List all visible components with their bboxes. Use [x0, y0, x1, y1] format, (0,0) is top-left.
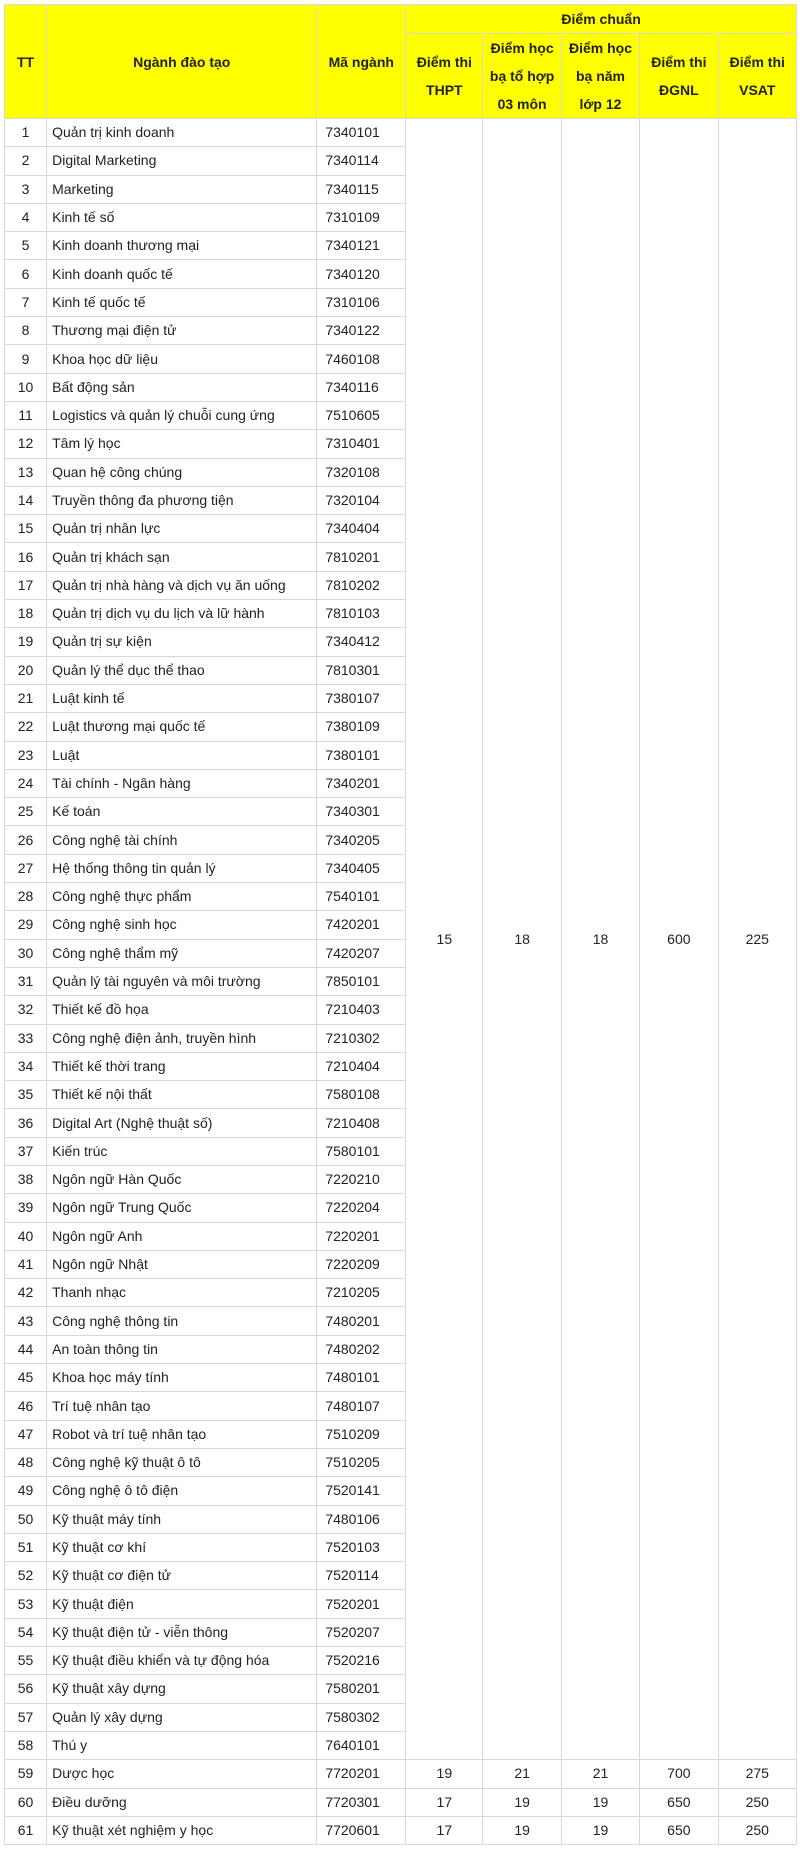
row-major-code: 7220201: [317, 1222, 406, 1250]
row-tt: 55: [5, 1647, 47, 1675]
row-tt: 13: [5, 458, 47, 486]
row-major-name: Kỹ thuật điều khiển và tự động hóa: [47, 1647, 317, 1675]
row-major-name: Kinh tế quốc tế: [47, 288, 317, 316]
row-tt: 23: [5, 741, 47, 769]
row-major-code: 7520216: [317, 1647, 406, 1675]
row-major-code: 7810301: [317, 656, 406, 684]
table-body: [5, 119, 797, 1845]
row-major-code: 7420201: [317, 911, 406, 939]
row-major-name: Thương mại điện tử: [47, 317, 317, 345]
row-major-name: Quản trị dịch vụ du lịch và lữ hành: [47, 600, 317, 628]
header-hocba12-line1: Điểm học: [568, 40, 632, 56]
row-major-code: 7580302: [317, 1703, 406, 1731]
row-major-code: 7580201: [317, 1675, 406, 1703]
row-major-name: Logistics và quản lý chuỗi cung ứng: [47, 401, 317, 429]
row-major-name: Quản lý tài nguyên và môi trường: [47, 967, 317, 995]
row-major-code: 7220204: [317, 1194, 406, 1222]
row-tt: 46: [5, 1392, 47, 1420]
row-major-name: Ngôn ngữ Nhật: [47, 1250, 317, 1278]
row-major-code: 7480101: [317, 1364, 406, 1392]
row-tt: 41: [5, 1250, 47, 1278]
row-major-name: Quản trị khách sạn: [47, 543, 317, 571]
row-major-name: Kỹ thuật cơ điện tử: [47, 1562, 317, 1590]
row-tt: 1: [5, 119, 47, 147]
row-major-name: Thiết kế nội thất: [47, 1081, 317, 1109]
row-tt: 29: [5, 911, 47, 939]
header-hocba3-line3: 03 môn: [497, 96, 547, 112]
row-tt: 51: [5, 1533, 47, 1561]
row-major-code: 7320108: [317, 458, 406, 486]
row-major-name: Kỹ thuật xây dựng: [47, 1675, 317, 1703]
score-thpt: 19: [406, 1760, 483, 1788]
header-hocba3: [483, 34, 561, 119]
row-major-name: Công nghệ kỹ thuật ô tô: [47, 1448, 317, 1476]
row-tt: 33: [5, 1024, 47, 1052]
row-major-name: Luật: [47, 741, 317, 769]
row-major-name: Kỹ thuật điện tử - viễn thông: [47, 1618, 317, 1646]
row-tt: 38: [5, 1165, 47, 1193]
row-major-code: 7510205: [317, 1448, 406, 1476]
row-major-name: Kinh doanh thương mại: [47, 232, 317, 260]
row-major-code: 7220209: [317, 1250, 406, 1278]
row-major-name: Thiết kế thời trang: [47, 1052, 317, 1080]
row-major-name: Công nghệ tài chính: [47, 826, 317, 854]
score-hocba12: 18: [561, 119, 639, 1760]
row-tt: 12: [5, 430, 47, 458]
row-major-name: Digital Art (Nghệ thuật số): [47, 1109, 317, 1137]
row-major-code: 7420207: [317, 939, 406, 967]
score-hocba12: 19: [561, 1816, 639, 1844]
score-hocba3: 21: [483, 1760, 561, 1788]
row-major-code: 7340121: [317, 232, 406, 260]
row-tt: 42: [5, 1279, 47, 1307]
row-major-name: Kỹ thuật cơ khí: [47, 1533, 317, 1561]
row-tt: 16: [5, 543, 47, 571]
row-major-name: Điều dưỡng: [47, 1788, 317, 1816]
row-major-code: 7520207: [317, 1618, 406, 1646]
row-major-code: 7520141: [317, 1477, 406, 1505]
row-major-code: 7210408: [317, 1109, 406, 1137]
row-tt: 17: [5, 571, 47, 599]
row-tt: 52: [5, 1562, 47, 1590]
score-vsat: 250: [718, 1816, 796, 1844]
score-vsat: 275: [718, 1760, 796, 1788]
row-major-code: 7210403: [317, 996, 406, 1024]
row-tt: 30: [5, 939, 47, 967]
row-tt: 53: [5, 1590, 47, 1618]
row-major-code: 7340201: [317, 769, 406, 797]
row-major-name: Quan hệ công chúng: [47, 458, 317, 486]
row-major-code: 7520103: [317, 1533, 406, 1561]
header-vsat-line2: VSAT: [739, 82, 776, 98]
row-major-code: 7380107: [317, 684, 406, 712]
row-major-code: 7340412: [317, 628, 406, 656]
row-tt: 60: [5, 1788, 47, 1816]
row-major-code: 7340404: [317, 515, 406, 543]
score-hocba12: 19: [561, 1788, 639, 1816]
row-tt: 25: [5, 798, 47, 826]
score-dgnl: 650: [640, 1788, 718, 1816]
row-major-code: 7380109: [317, 713, 406, 741]
row-tt: 7: [5, 288, 47, 316]
row-major-code: 7580108: [317, 1081, 406, 1109]
header-code: Mã ngành: [317, 5, 406, 119]
row-tt: 24: [5, 769, 47, 797]
row-tt: 28: [5, 883, 47, 911]
row-tt: 59: [5, 1760, 47, 1788]
table-row: [5, 119, 797, 147]
row-major-name: Thú y: [47, 1731, 317, 1759]
row-major-code: 7720201: [317, 1760, 406, 1788]
row-tt: 18: [5, 600, 47, 628]
score-hocba3: 19: [483, 1816, 561, 1844]
row-major-code: 7340115: [317, 175, 406, 203]
row-major-name: Quản lý xây dựng: [47, 1703, 317, 1731]
row-major-code: 7310109: [317, 203, 406, 231]
row-tt: 4: [5, 203, 47, 231]
row-major-name: Kế toán: [47, 798, 317, 826]
row-major-code: 7310401: [317, 430, 406, 458]
row-tt: 9: [5, 345, 47, 373]
row-major-code: 7520201: [317, 1590, 406, 1618]
row-major-name: Quản lý thể dục thể thao: [47, 656, 317, 684]
score-thpt: 17: [406, 1788, 483, 1816]
row-major-name: Kinh tế số: [47, 203, 317, 231]
row-major-code: 7540101: [317, 883, 406, 911]
row-major-code: 7340205: [317, 826, 406, 854]
row-major-code: 7850101: [317, 967, 406, 995]
row-major-name: Luật kinh tế: [47, 684, 317, 712]
row-major-name: Robot và trí tuệ nhân tạo: [47, 1420, 317, 1448]
row-major-code: 7460108: [317, 345, 406, 373]
row-major-code: 7210205: [317, 1279, 406, 1307]
header-dgnl-line2: ĐGNL: [659, 82, 699, 98]
row-major-code: 7340120: [317, 260, 406, 288]
row-tt: 10: [5, 373, 47, 401]
row-major-code: 7220210: [317, 1165, 406, 1193]
row-major-name: Ngôn ngữ Trung Quốc: [47, 1194, 317, 1222]
page: [4, 4, 797, 1845]
score-hocba3: 19: [483, 1788, 561, 1816]
header-vsat: [718, 34, 796, 119]
row-major-name: Tâm lý học: [47, 430, 317, 458]
row-major-code: 7340301: [317, 798, 406, 826]
header-thpt: [406, 34, 483, 119]
header-tt: TT: [5, 5, 47, 119]
row-major-name: Kỹ thuật máy tính: [47, 1505, 317, 1533]
row-major-name: Digital Marketing: [47, 147, 317, 175]
row-tt: 26: [5, 826, 47, 854]
row-tt: 56: [5, 1675, 47, 1703]
row-tt: 47: [5, 1420, 47, 1448]
header-thpt-line1: Điểm thi: [416, 54, 472, 70]
row-tt: 36: [5, 1109, 47, 1137]
table-header: [5, 5, 797, 119]
row-tt: 54: [5, 1618, 47, 1646]
header-dgnl: [640, 34, 718, 119]
row-major-name: Kỹ thuật điện: [47, 1590, 317, 1618]
header-hocba12-line3: lớp 12: [579, 96, 622, 112]
header-major: Ngành đào tạo: [47, 5, 317, 119]
row-major-code: 7810103: [317, 600, 406, 628]
row-major-code: 7340116: [317, 373, 406, 401]
row-major-name: Quản trị nhân lực: [47, 515, 317, 543]
header-vsat-line1: Điểm thi: [729, 54, 785, 70]
row-tt: 57: [5, 1703, 47, 1731]
row-major-code: 7720601: [317, 1816, 406, 1844]
score-thpt: 15: [406, 119, 483, 1760]
header-hocba3-line2: bạ tổ hợp: [489, 68, 555, 84]
row-major-code: 7340101: [317, 119, 406, 147]
row-major-code: 7510209: [317, 1420, 406, 1448]
row-major-code: 7480202: [317, 1335, 406, 1363]
row-major-name: Hệ thống thông tin quản lý: [47, 854, 317, 882]
row-major-code: 7810201: [317, 543, 406, 571]
row-major-code: 7380101: [317, 741, 406, 769]
row-major-code: 7310106: [317, 288, 406, 316]
row-major-code: 7340114: [317, 147, 406, 175]
score-vsat: 225: [718, 119, 796, 1760]
row-tt: 39: [5, 1194, 47, 1222]
row-major-code: 7340405: [317, 854, 406, 882]
row-major-code: 7810202: [317, 571, 406, 599]
row-tt: 48: [5, 1448, 47, 1476]
row-major-name: Quản trị nhà hàng và dịch vụ ăn uống: [47, 571, 317, 599]
header-hocba12: [561, 34, 639, 119]
row-major-name: Kiến trúc: [47, 1137, 317, 1165]
row-tt: 49: [5, 1477, 47, 1505]
header-hocba12-line2: bạ năm: [575, 68, 625, 84]
row-tt: 44: [5, 1335, 47, 1363]
table-row: [5, 1816, 797, 1844]
row-major-name: Ngôn ngữ Anh: [47, 1222, 317, 1250]
row-tt: 27: [5, 854, 47, 882]
row-major-code: 7520114: [317, 1562, 406, 1590]
row-major-name: Trí tuệ nhân tạo: [47, 1392, 317, 1420]
score-hocba3: 18: [483, 119, 561, 1760]
row-major-name: Tài chính - Ngân hàng: [47, 769, 317, 797]
row-tt: 50: [5, 1505, 47, 1533]
score-thpt: 17: [406, 1816, 483, 1844]
row-tt: 32: [5, 996, 47, 1024]
row-major-code: 7510605: [317, 401, 406, 429]
row-major-name: Quản trị kinh doanh: [47, 119, 317, 147]
header-hocba3-line1: Điểm học: [490, 40, 554, 56]
row-major-name: Thanh nhạc: [47, 1279, 317, 1307]
table-row: [5, 1760, 797, 1788]
row-major-code: 7320104: [317, 486, 406, 514]
row-tt: 58: [5, 1731, 47, 1759]
score-dgnl: 600: [640, 119, 718, 1760]
row-major-name: Công nghệ thẩm mỹ: [47, 939, 317, 967]
row-major-code: 7480107: [317, 1392, 406, 1420]
row-tt: 5: [5, 232, 47, 260]
row-major-name: Quản trị sự kiện: [47, 628, 317, 656]
header-thpt-line2: THPT: [426, 82, 463, 98]
row-tt: 11: [5, 401, 47, 429]
row-tt: 40: [5, 1222, 47, 1250]
header-score-group: Điểm chuẩn: [406, 5, 797, 34]
row-tt: 21: [5, 684, 47, 712]
row-major-code: 7480106: [317, 1505, 406, 1533]
score-dgnl: 700: [640, 1760, 718, 1788]
row-tt: 61: [5, 1816, 47, 1844]
row-major-name: Kỹ thuật xét nghiệm y học: [47, 1816, 317, 1844]
row-major-code: 7580101: [317, 1137, 406, 1165]
header-dgnl-line1: Điểm thi: [651, 54, 707, 70]
row-tt: 34: [5, 1052, 47, 1080]
row-tt: 15: [5, 515, 47, 543]
row-major-name: Marketing: [47, 175, 317, 203]
score-dgnl: 650: [640, 1816, 718, 1844]
row-tt: 3: [5, 175, 47, 203]
row-major-code: 7720301: [317, 1788, 406, 1816]
row-major-code: 7210404: [317, 1052, 406, 1080]
row-major-code: 7340122: [317, 317, 406, 345]
row-major-name: Công nghệ sinh học: [47, 911, 317, 939]
score-hocba12: 21: [561, 1760, 639, 1788]
row-tt: 14: [5, 486, 47, 514]
row-major-name: Thiết kế đồ họa: [47, 996, 317, 1024]
row-tt: 19: [5, 628, 47, 656]
row-major-code: 7640101: [317, 1731, 406, 1759]
row-major-name: Công nghệ thông tin: [47, 1307, 317, 1335]
row-tt: 37: [5, 1137, 47, 1165]
table-row: [5, 1788, 797, 1816]
row-major-name: An toàn thông tin: [47, 1335, 317, 1363]
row-tt: 6: [5, 260, 47, 288]
row-major-code: 7210302: [317, 1024, 406, 1052]
row-major-name: Khoa học máy tính: [47, 1364, 317, 1392]
row-tt: 8: [5, 317, 47, 345]
admission-score-table: [4, 4, 797, 1845]
row-tt: 45: [5, 1364, 47, 1392]
row-tt: 2: [5, 147, 47, 175]
row-major-name: Bất động sản: [47, 373, 317, 401]
row-major-name: Ngôn ngữ Hàn Quốc: [47, 1165, 317, 1193]
row-tt: 43: [5, 1307, 47, 1335]
row-major-name: Công nghệ ô tô điện: [47, 1477, 317, 1505]
row-major-name: Kinh doanh quốc tế: [47, 260, 317, 288]
row-tt: 31: [5, 967, 47, 995]
row-tt: 22: [5, 713, 47, 741]
row-major-name: Luật thương mại quốc tế: [47, 713, 317, 741]
row-major-code: 7480201: [317, 1307, 406, 1335]
score-vsat: 250: [718, 1788, 796, 1816]
row-major-name: Khoa học dữ liệu: [47, 345, 317, 373]
row-major-name: Công nghệ điện ảnh, truyền hình: [47, 1024, 317, 1052]
row-major-name: Truyền thông đa phương tiện: [47, 486, 317, 514]
row-major-name: Dược học: [47, 1760, 317, 1788]
row-major-name: Công nghệ thực phẩm: [47, 883, 317, 911]
row-tt: 20: [5, 656, 47, 684]
row-tt: 35: [5, 1081, 47, 1109]
